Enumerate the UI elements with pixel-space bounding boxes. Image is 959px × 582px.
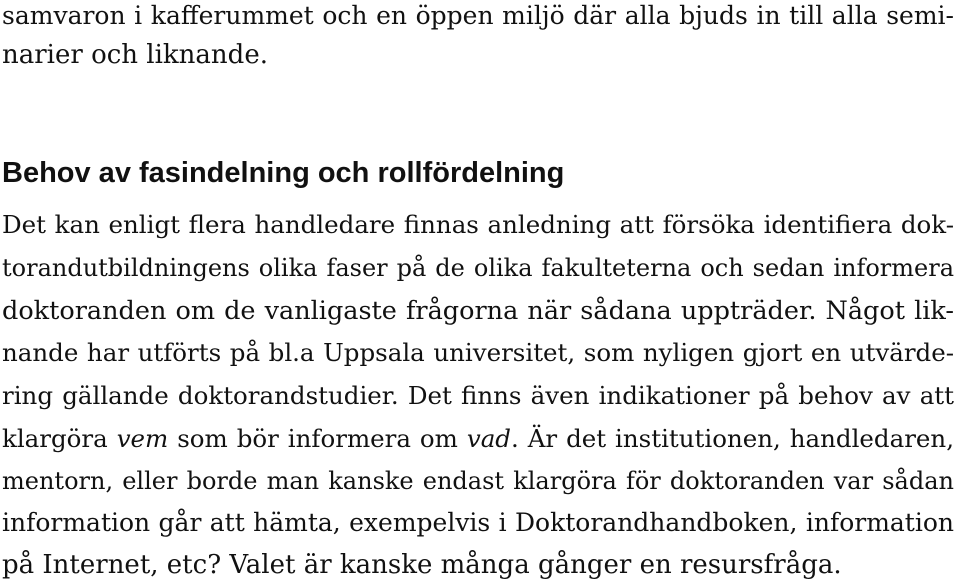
- paragraph-line-5: ring gällande doktorandstudier. Det finns även indikationer på behov av att: [2, 381, 954, 410]
- italic-vem: vem: [116, 424, 169, 453]
- paragraph-line-8: information går att hämta, exempelvis i Doktorandhandboken, information: [2, 508, 954, 537]
- intro-line-2: narier och liknande.: [2, 40, 268, 70]
- text-institutionen: . Är det institutionen, handledaren,: [511, 424, 954, 453]
- italic-vad: vad: [466, 424, 511, 453]
- text-klargora: klargöra: [2, 424, 117, 453]
- paragraph-line-6: [2, 422, 954, 456]
- paragraph-line-7: mentorn, eller borde man kanske endast klargöra för doktoranden var sådan: [2, 467, 954, 495]
- intro-line-1: samvaron i kafferummet och en öppen miljö där alla bjuds in till alla semi-: [2, 1, 954, 30]
- text-som-bor: som bör informera om: [168, 424, 467, 453]
- paragraph-line-3: doktoranden om de vanligaste frågorna när sådana uppträder. Något lik-: [2, 296, 954, 326]
- paragraph-line-4: nande har utförts på bl.a Uppsala universitet, som nyligen gjort en utvärde-: [2, 338, 954, 367]
- paragraph-line-9: på Internet, etc? Valet är kanske många gånger en resursfråga.: [2, 550, 842, 580]
- paragraph-line-2: torandutbildningens olika faser på de olika fakulteterna och sedan informera: [2, 254, 954, 282]
- paragraph-line-1: Det kan enligt flera handledare finnas anledning att försöka identifiera dok-: [2, 210, 954, 239]
- section-heading: Behov av fasindelning och rollfördelning: [2, 157, 565, 189]
